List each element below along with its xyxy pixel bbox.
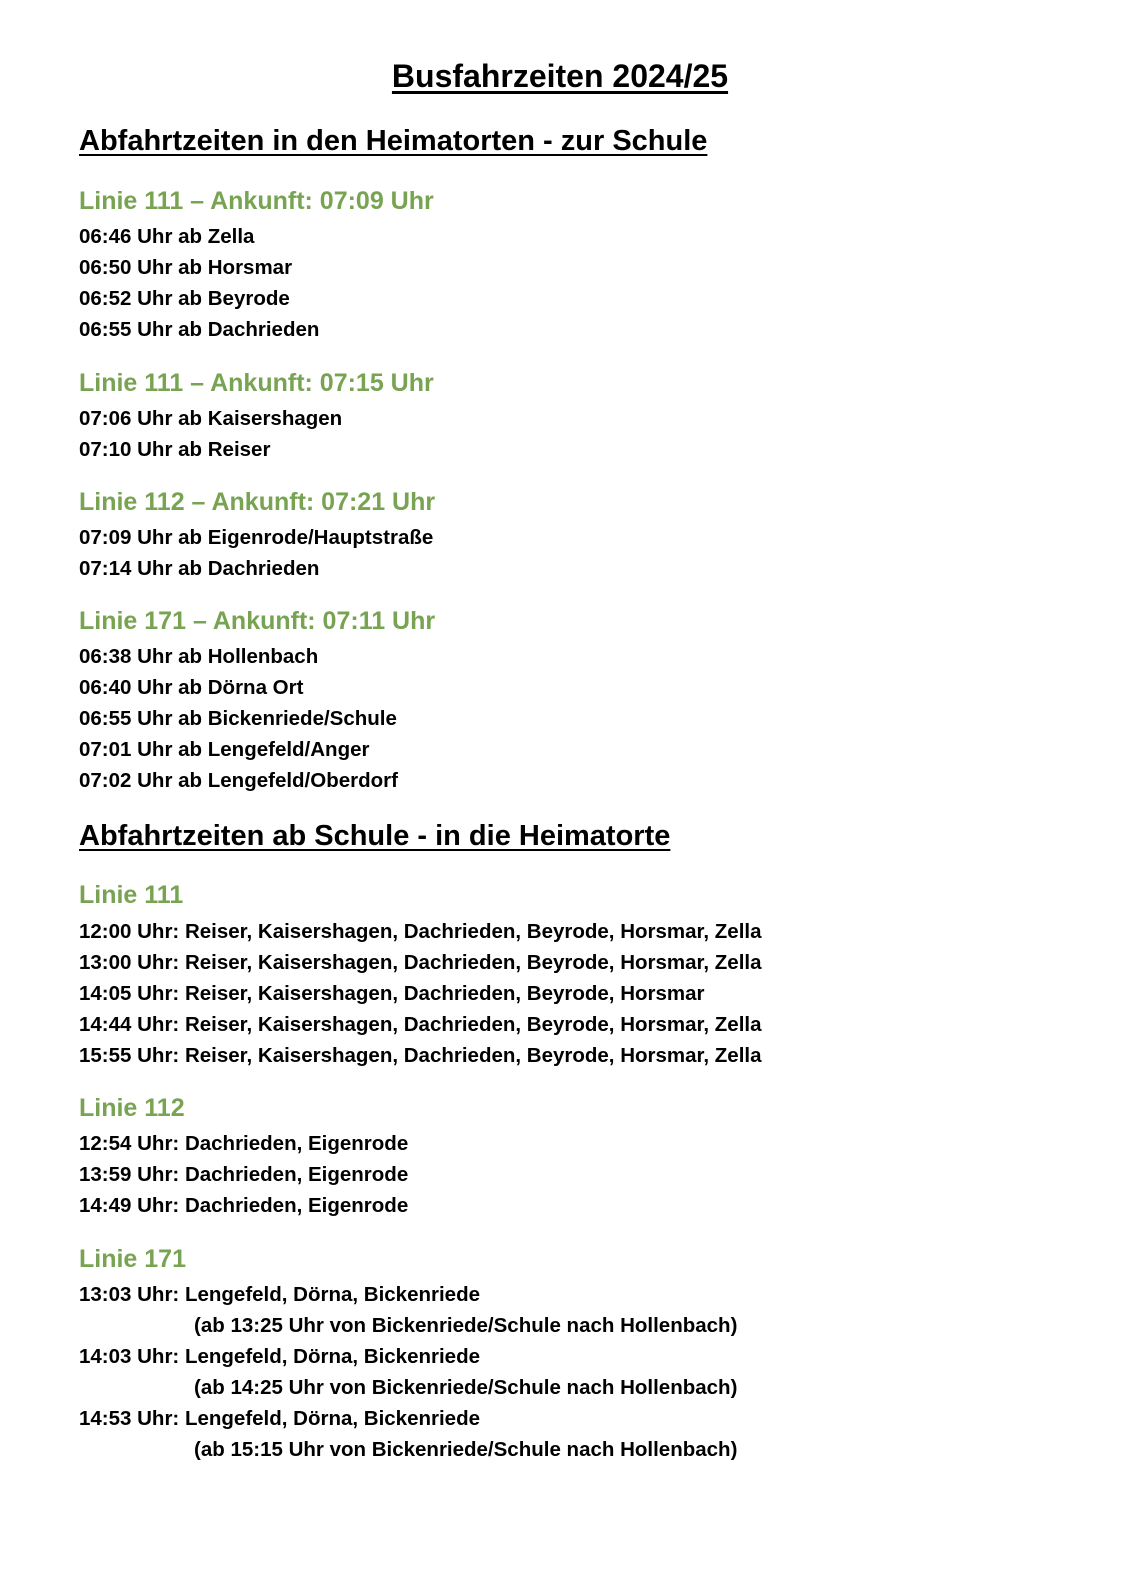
departure-entry: 13:03 Uhr: Lengefeld, Dörna, Bickenriede [79, 1283, 481, 1306]
departure-note: (ab 14:25 Uhr von Bickenriede/Schule nach Hollenbach) [194, 1376, 738, 1399]
departure-entry: 06:38 Uhr ab Hollenbach [79, 645, 319, 668]
departure-list [79, 641, 398, 796]
departure-entry: 07:14 Uhr ab Dachrieden [79, 557, 320, 580]
departure-entry: 07:06 Uhr ab Kaisershagen [79, 407, 343, 430]
line-heading: Linie 111 – Ankunft: 07:09 Uhr [79, 187, 434, 215]
document-title: Busfahrzeiten 2024/25 [391, 58, 729, 94]
departure-entry: 12:54 Uhr: Dachrieden, Eigenrode [79, 1132, 409, 1155]
departure-entry: 06:55 Uhr ab Dachrieden [79, 318, 320, 341]
departure-entry: 06:55 Uhr ab Bickenriede/Schule [79, 707, 397, 730]
line-heading: Linie 111 – Ankunft: 07:15 Uhr [79, 369, 434, 397]
departure-entry: 06:40 Uhr ab Dörna Ort [79, 676, 304, 699]
departure-entry: 06:50 Uhr ab Horsmar [79, 256, 293, 279]
departure-entry: 07:01 Uhr ab Lengefeld/Anger [79, 738, 370, 761]
departure-list [79, 522, 433, 584]
line-heading: Linie 171 – Ankunft: 07:11 Uhr [79, 607, 436, 635]
departure-entry: 07:02 Uhr ab Lengefeld/Oberdorf [79, 769, 398, 792]
departure-entry: 07:10 Uhr ab Reiser [79, 438, 271, 461]
departure-entry: 14:53 Uhr: Lengefeld, Dörna, Bickenriede [79, 1407, 481, 1430]
departure-note: (ab 13:25 Uhr von Bickenriede/Schule nach Hollenbach) [194, 1314, 738, 1337]
section-heading-from-school: Abfahrtzeiten ab Schule - in die Heimatorte [79, 820, 671, 852]
departure-entry: 13:59 Uhr: Dachrieden, Eigenrode [79, 1163, 409, 1186]
departure-list [79, 403, 342, 465]
departure-list [79, 916, 762, 1071]
departure-entry: 14:44 Uhr: Reiser, Kaisershagen, Dachrieden, Beyrode, Horsmar, Zella [79, 1013, 762, 1036]
line-heading: Linie 111 [79, 881, 184, 909]
departure-note: (ab 15:15 Uhr von Bickenriede/Schule nach Hollenbach) [194, 1438, 738, 1461]
departure-entry: 15:55 Uhr: Reiser, Kaisershagen, Dachrieden, Beyrode, Horsmar, Zella [79, 1044, 762, 1067]
line-heading: Linie 171 [79, 1245, 186, 1273]
departure-entry: 14:05 Uhr: Reiser, Kaisershagen, Dachrieden, Beyrode, Horsmar [79, 982, 705, 1005]
departure-entry: 13:00 Uhr: Reiser, Kaisershagen, Dachrieden, Beyrode, Horsmar, Zella [79, 951, 762, 974]
departure-entry: 07:09 Uhr ab Eigenrode/Hauptstraße [79, 526, 434, 549]
line-heading: Linie 112 [79, 1094, 185, 1122]
departure-list [79, 221, 319, 345]
departure-entry: 06:52 Uhr ab Beyrode [79, 287, 290, 310]
departure-entry: 14:49 Uhr: Dachrieden, Eigenrode [79, 1194, 409, 1217]
departure-entry: 06:46 Uhr ab Zella [79, 225, 255, 248]
departure-entry: 14:03 Uhr: Lengefeld, Dörna, Bickenriede [79, 1345, 481, 1368]
section-heading-to-school: Abfahrtzeiten in den Heimatorten - zur Schule [79, 125, 708, 157]
departure-list [79, 1279, 737, 1465]
line-heading: Linie 112 – Ankunft: 07:21 Uhr [79, 488, 436, 516]
departure-entry: 12:00 Uhr: Reiser, Kaisershagen, Dachrieden, Beyrode, Horsmar, Zella [79, 920, 762, 943]
departure-list [79, 1128, 408, 1221]
